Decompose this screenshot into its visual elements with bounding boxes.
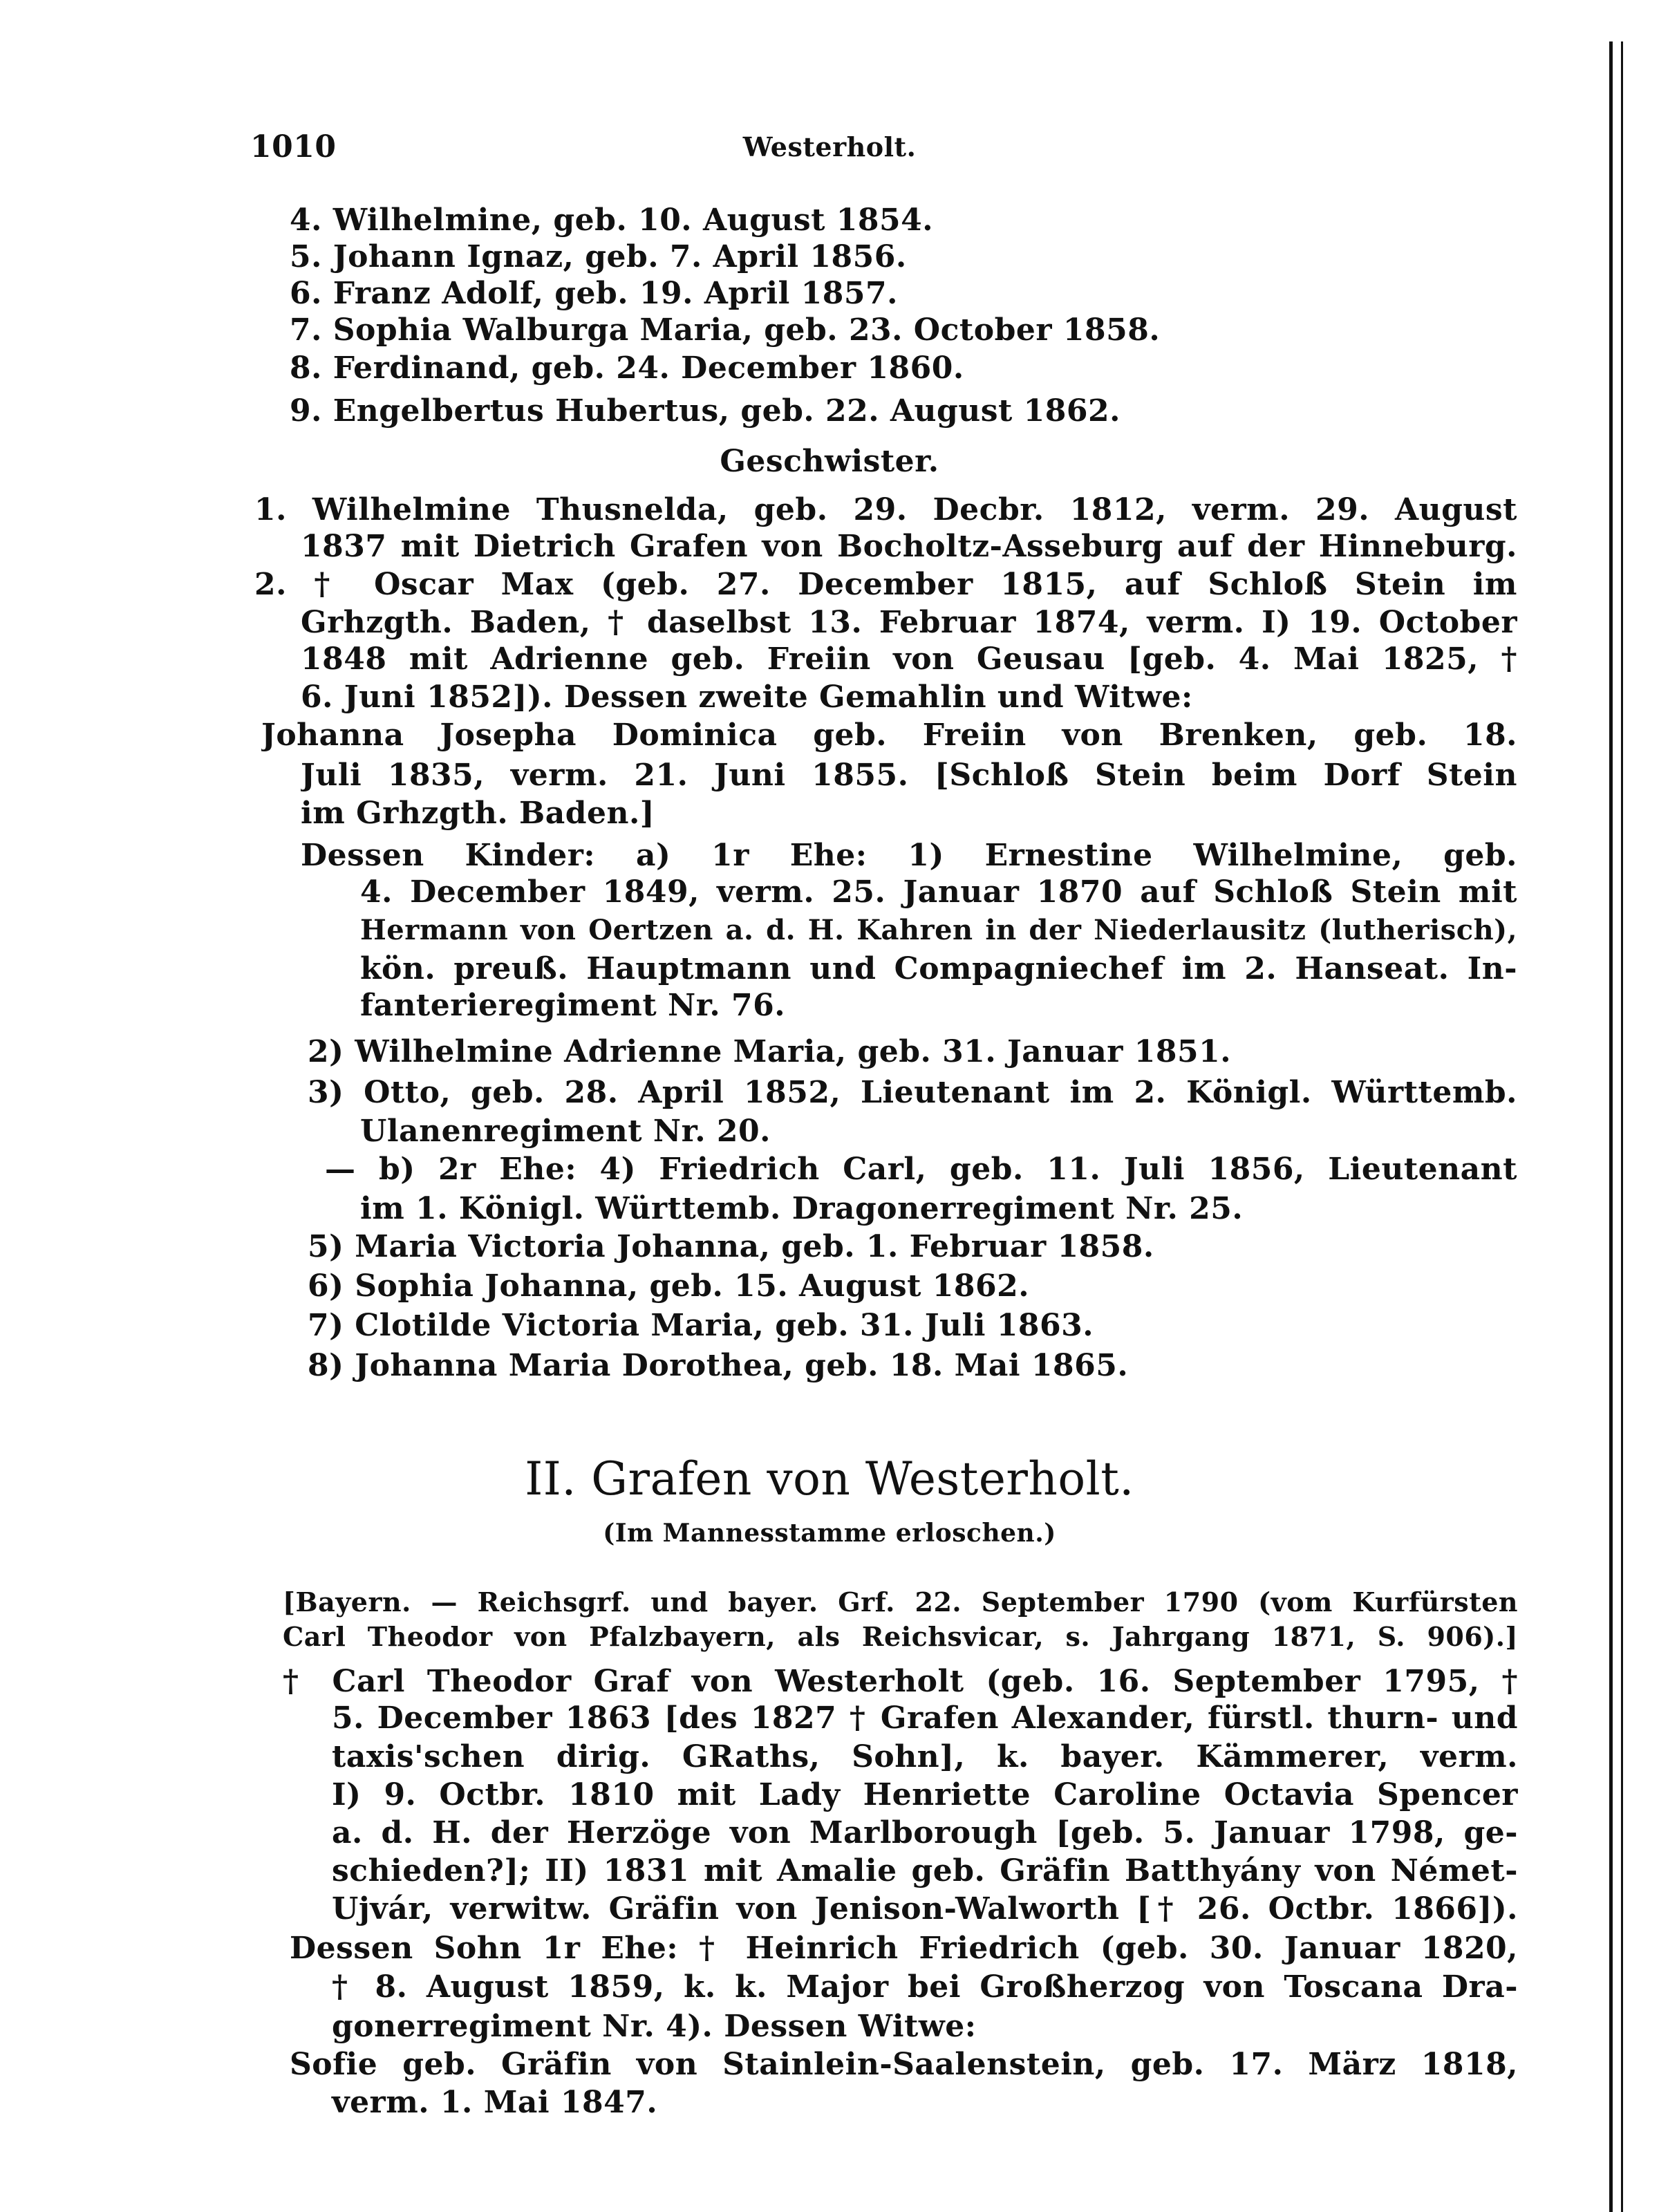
list-item: 6. Franz Adolf, geb. 19. April 1857. — [290, 276, 898, 311]
text-line: 7) Clotilde Victoria Maria, geb. 31. Juli 1863. — [308, 1308, 1094, 1343]
text-line: gonerregiment Nr. 4). Dessen Witwe: — [332, 2009, 977, 2044]
text-line: Juli 1835, verm. 21. Juni 1855. [Schloß Stein beim Dorf Stein — [301, 758, 1517, 793]
text-line: kön. preuß. Hauptmann und Compagniechef im 2. Hanseat. In- — [360, 951, 1517, 986]
text-line: schieden?]; II) 1831 mit Amalie geb. Gräfin Batthyány von Német- — [332, 1853, 1518, 1888]
scan-edge-line — [1609, 41, 1613, 2212]
text-line: 2) Wilhelmine Adrienne Maria, geb. 31. Januar 1851. — [308, 1034, 1232, 1069]
text-line: I) 9. Octbr. 1810 mit Lady Henriette Caroline Octavia Spencer — [332, 1777, 1518, 1812]
section-title: II. Grafen von Westerholt. — [525, 1452, 1134, 1506]
text-line: † Carl Theodor Graf von Westerholt (geb. 16. September 1795, † — [283, 1664, 1518, 1699]
text-line: 3) Otto, geb. 28. April 1852, Lieutenant im 2. Königl. Württemb. — [308, 1075, 1517, 1110]
text-line: Johanna Josepha Dominica geb. Freiin von Brenken, geb. 18. — [261, 718, 1517, 753]
text-line: 5. December 1863 [des 1827 † Grafen Alexander, fürstl. thurn- und — [332, 1700, 1518, 1736]
text-line: Dessen Kinder: a) 1r Ehe: 1) Ernestine Wilhelmine, geb. — [301, 838, 1517, 873]
text-line: 8) Johanna Maria Dorothea, geb. 18. Mai 1865. — [308, 1348, 1129, 1383]
text-line: im Grhzgth. Baden.] — [301, 796, 655, 831]
text-line: a. d. H. der Herzöge von Marlborough [geb. 5. Januar 1798, ge- — [332, 1815, 1518, 1850]
list-item: 8. Ferdinand, geb. 24. December 1860. — [290, 350, 964, 386]
text-line: Carl Theodor von Pfalzbayern, als Reichsvicar, s. Jahrgang 1871, S. 906).] — [283, 1621, 1518, 1652]
text-line: — b) 2r Ehe: 4) Friedrich Carl, geb. 11. Juli 1856, Lieutenant — [325, 1152, 1517, 1187]
scan-edge-line — [1621, 41, 1623, 2212]
text-line: 1. Wilhelmine Thusnelda, geb. 29. Decbr. 1812, verm. 29. August — [254, 492, 1517, 527]
section-subtitle: (Im Mannesstamme erloschen.) — [603, 1519, 1056, 1548]
text-line: fanterieregiment Nr. 76. — [360, 988, 786, 1023]
text-line: Ujvár, verwitw. Gräfin von Jenison-Walworth [† 26. Octbr. 1866]). — [332, 1891, 1518, 1927]
text-line: 1837 mit Dietrich Grafen von Bocholtz-Asseburg auf der Hinneburg. — [301, 529, 1517, 564]
text-line: [Bayern. — Reichsgrf. und bayer. Grf. 22. September 1790 (vom Kurfürsten — [283, 1586, 1518, 1618]
text-line: 2. † Oscar Max (geb. 27. December 1815, auf Schloß Stein im — [254, 567, 1517, 602]
text-line: Dessen Sohn 1r Ehe: † Heinrich Friedrich (geb. 30. Januar 1820, — [290, 1931, 1518, 1966]
text-line: Grhzgth. Baden, † daselbst 13. Februar 1874, verm. I) 19. October — [301, 605, 1517, 640]
text-line: Hermann von Oertzen a. d. H. Kahren in der Niederlausitz (lutherisch), — [360, 914, 1517, 946]
text-line: 5) Maria Victoria Johanna, geb. 1. Februar 1858. — [308, 1229, 1154, 1264]
text-line: im 1. Königl. Württemb. Dragonerregiment Nr. 25. — [360, 1191, 1244, 1226]
list-item: 9. Engelbertus Hubertus, geb. 22. August 1862. — [290, 393, 1121, 429]
text-line: Ulanenregiment Nr. 20. — [360, 1114, 771, 1149]
text-line: 1848 mit Adrienne geb. Freiin von Geusau [geb. 4. Mai 1825, † — [301, 641, 1517, 677]
text-line: 6. Juni 1852]). Dessen zweite Gemahlin und Witwe: — [301, 679, 1193, 715]
list-item: 4. Wilhelmine, geb. 10. August 1854. — [290, 203, 934, 238]
page-number: 1010 — [250, 129, 337, 165]
text-line: 4. December 1849, verm. 25. Januar 1870 auf Schloß Stein mit — [360, 874, 1517, 910]
text-line: 6) Sophia Johanna, geb. 15. August 1862. — [308, 1268, 1030, 1304]
siblings-heading: Geschwister. — [720, 444, 939, 479]
running-title: Westerholt. — [742, 131, 917, 162]
text-line: taxis'schen dirig. GRaths, Sohn], k. bayer. Kämmerer, verm. — [332, 1739, 1518, 1774]
list-item: 5. Johann Ignaz, geb. 7. April 1856. — [290, 239, 907, 274]
text-line: † 8. August 1859, k. k. Major bei Großherzog von Toscana Dra- — [332, 1969, 1518, 2005]
text-line: verm. 1. Mai 1847. — [332, 2085, 658, 2120]
list-item: 7. Sophia Walburga Maria, geb. 23. October 1858. — [290, 312, 1161, 348]
text-line: Sofie geb. Gräfin von Stainlein-Saalenstein, geb. 17. März 1818, — [290, 2047, 1518, 2082]
